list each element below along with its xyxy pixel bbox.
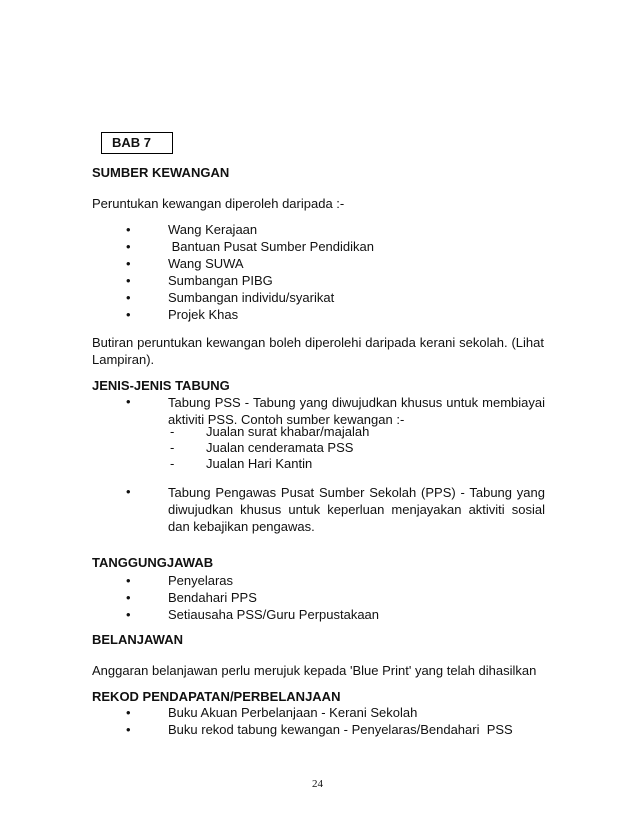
bullet-icon: • — [126, 705, 131, 720]
bullet-icon: • — [126, 307, 131, 322]
funding-details-paragraph: Butiran peruntukan kewangan boleh diperolehi daripada kerani sekolah. (Lihat Lampiran). — [92, 335, 544, 367]
bullet-icon: • — [126, 256, 131, 271]
funding-intro: Peruntukan kewangan diperoleh daripada :- — [92, 196, 345, 211]
bullet-icon: • — [126, 590, 131, 605]
fund-item-pps: Tabung Pengawas Pusat Sumber Sekolah (PPS) - Tabung yang diwujudkan khusus untuk keperluan menjayakan aktiviti sosial dan kebajikan pengawas. — [168, 485, 545, 534]
list-item: Projek Khas — [168, 307, 239, 322]
list-item: Setiausaha PSS/Guru Perpustakaan — [168, 607, 380, 622]
list-item: Bantuan Pusat Sumber Pendidikan — [168, 239, 374, 254]
bullet-icon: • — [126, 607, 131, 622]
page-number: 24 — [312, 778, 323, 790]
bullet-icon: • — [126, 394, 131, 409]
section-heading-sumber-kewangan: SUMBER KEWANGAN — [92, 165, 230, 180]
section-heading-jenis-tabung: JENIS-JENIS TABUNG — [92, 378, 230, 393]
bullet-icon: • — [126, 484, 131, 499]
budget-text: Anggaran belanjawan perlu merujuk kepada 'Blue Print' yang telah dihasilkan — [92, 663, 537, 678]
list-item: Sumbangan PIBG — [168, 273, 273, 288]
list-item: Penyelaras — [168, 573, 234, 588]
list-item: Sumbangan individu/syarikat — [168, 290, 335, 305]
sublist-item: Jualan Hari Kantin — [206, 456, 313, 471]
list-item: Bendahari PPS — [168, 590, 257, 605]
section-heading-belanjawan: BELANJAWAN — [92, 632, 184, 647]
chapter-label: BAB 7 — [101, 132, 173, 154]
dash-marker: - — [170, 440, 175, 455]
bullet-icon: • — [126, 239, 131, 254]
bullet-icon: • — [126, 573, 131, 588]
bullet-icon: • — [126, 273, 131, 288]
bullet-icon: • — [126, 290, 131, 305]
list-item: Buku Akuan Perbelanjaan - Kerani Sekolah — [168, 705, 418, 720]
dash-marker: - — [170, 456, 175, 471]
sublist-item: Jualan surat khabar/majalah — [206, 424, 370, 439]
fund-item-pss: Tabung PSS - Tabung yang diwujudkan khusus untuk membiayai aktiviti PSS. Contoh sumber kewangan :- — [168, 395, 545, 427]
list-item: Buku rekod tabung kewangan - Penyelaras/Bendahari PSS — [168, 722, 513, 737]
bullet-icon: • — [126, 722, 131, 737]
bullet-icon: • — [126, 222, 131, 237]
section-heading-tanggungjawab: TANGGUNGJAWAB — [92, 555, 214, 570]
list-item: Wang Kerajaan — [168, 222, 258, 237]
dash-marker: - — [170, 424, 175, 439]
section-heading-rekod: REKOD PENDAPATAN/PERBELANJAAN — [92, 689, 341, 704]
sublist-item: Jualan cenderamata PSS — [206, 440, 354, 455]
list-item: Wang SUWA — [168, 256, 244, 271]
